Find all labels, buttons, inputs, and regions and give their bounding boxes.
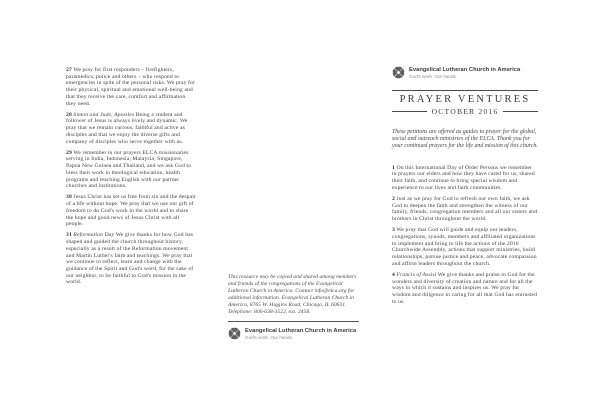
masthead-top-rule	[392, 90, 538, 91]
prayer-entries-front	[392, 165, 538, 306]
prayer-entry: 4 Francis of Assisi We give thanks and praise to God for the wonders and diversity of creation and nature and for all the ways in which it sustains and inspires us. We pray for wisdom and diligence in caring for all that God has entrusted to us.	[392, 271, 538, 305]
brand-tagline: God's work. Our hands.	[245, 334, 294, 340]
prayer-entry: 30 Jesus Christ has set us free from sin and the despair of a life without hope. We pray that we use our gift of freedom to do God's work in the world and to share the hope and good news of Jesus Christ with all people.	[66, 194, 196, 228]
prayer-entry: 1 On this International Day of Older Persons we remember in prayers our elders and how they have cared for us, shared their faith, and continue to bring special wisdom and experience to our lives and faith communities.	[392, 164, 535, 191]
subtitle-right-rule	[503, 111, 538, 112]
back-panel-column	[66, 67, 197, 291]
prayer-entry: 29 We remember in our prayers ELCA missionaries serving in India, Indonesia, Malaysia, Singapore, Papua New Guinea and Thailand, and we ask God to bless their work in theological education, health programs and teaching English with our partner churches and institutions.	[66, 149, 192, 190]
issue-date: OCTOBER 2016	[431, 107, 499, 116]
elca-logo-block-header	[392, 66, 538, 79]
prayer-entry: 2 Just as we pray for God to refresh our own faith, we ask God to deepen the faith and strengthen the witness of our family, friends, congregation members and all our sisters and brothers in Christ throughout the world.	[392, 195, 538, 223]
prayer-entries-back	[66, 67, 197, 286]
intro-paragraph: These petitions are offered as guides to prayer for the global, social and outreach ministries of the ELCA. Thank you for your continued prayers for the life and mission of this church.	[392, 129, 538, 150]
prayer-entry: 31 Reformation Day We give thanks for how God has shaped and guided the church throughout history, especially as a result of the Reformation movement and Martin Luther's faith and teachings. We pray that we continue to reflect, learn and change with the guidance of the Spirit and God's word, for the sake of our neighbor, to be faithful to God's mission in the world.	[66, 232, 194, 286]
masthead	[392, 90, 538, 116]
elca-emblem-icon	[228, 327, 241, 340]
footer-divider	[228, 321, 359, 322]
resource-note: This resource may be copied and shared among members and friends of the congregations of the Evangelical Lutheran Church in America. Contact info@elca.org for additional information. Evangelical Lutheran Church in America, 8765 W. Higgins Road, Chicago, IL 60631. Telephone: 800-638-3522, ext. 2458.	[228, 274, 357, 315]
elca-emblem-icon	[392, 66, 405, 79]
brand-name: Evangelical Lutheran Church in America	[409, 67, 521, 73]
subtitle-left-rule	[392, 111, 427, 112]
prayer-entry: 27 We pray for first responders – firefighters, paramedics, police and others – who respond to emergencies in spite of the personal risks. We pray for their physical, spiritual and emotional well-being and that they receive the care, comfort and affirmation they need.	[66, 67, 195, 107]
brand-name: Evangelical Lutheran Church in America	[245, 328, 357, 334]
page-title: PRAYER VENTURES	[399, 94, 531, 105]
prayer-entry: 28 Simon and Jude, Apostles Being a student and follower of Jesus is always lively and dynamic. We pray that we remain curious, faithful and active as disciples and that we enjoy the diverse gifts and company of disciples who serve together with us.	[66, 111, 188, 145]
elca-logo-block-footer	[228, 327, 359, 340]
issue-date-row	[392, 107, 538, 116]
front-panel-column	[392, 66, 538, 310]
prayer-entry: 3 We pray that God will guide and equip our leaders, congregations, synods, members and affiliated organizations to implement and bring to life the actions of the 2016 Churchwide Assembly, actions that support ministries, build relationships, pursue justice and peace, advocate compassion and affirm leaders throughout the church.	[392, 227, 537, 267]
center-panel-footer	[228, 274, 359, 340]
brand-tagline: God's work. Our hands.	[409, 73, 458, 79]
